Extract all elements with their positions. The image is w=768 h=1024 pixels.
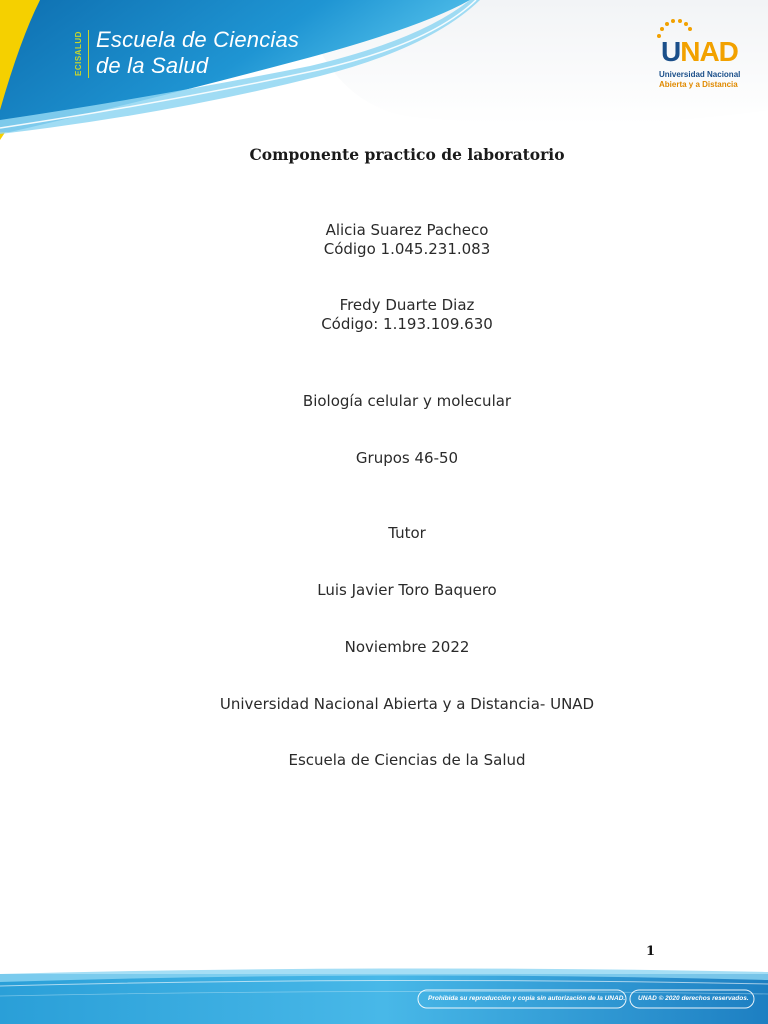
unad-logo [655, 18, 745, 90]
school-brand-line1: Escuela de Ciencias [96, 27, 300, 52]
page-number: 1 [646, 944, 656, 959]
footer-banner [0, 966, 768, 1024]
footer-copyright: UNAD © 2020 derechos reservados. [638, 995, 749, 1002]
tutor-label: Tutor [388, 524, 426, 542]
logo-tagline-1: Universidad Nacional [659, 70, 741, 79]
school-brand-name [96, 27, 299, 79]
footer-notice: Prohibida su reproducción y copia sin autorización de la UNAD. [428, 995, 626, 1002]
logo-wordmark [661, 36, 738, 68]
document-title: Componente practico de laboratorio [249, 145, 565, 164]
document-date: Noviembre 2022 [344, 638, 470, 656]
course-name: Biología celular y molecular [302, 392, 512, 410]
logo-word-u: U [661, 36, 681, 67]
brand-divider [88, 30, 89, 78]
group-number: Grupos 46-50 [355, 449, 459, 467]
school-brand-line2: de la Salud [96, 53, 209, 78]
school-name: Escuela de Ciencias de la Salud [288, 751, 526, 769]
brand-acronym: ECISALUD [74, 31, 83, 77]
logo-tagline-2: Abierta y a Distancia [659, 80, 738, 89]
logo-word-nad: NAD [680, 36, 738, 67]
university-name: Universidad Nacional Abierta y a Distancia- UNAD [219, 695, 595, 713]
tutor-name: Luis Javier Toro Baquero [317, 581, 497, 599]
author-1-name: Alicia Suarez Pacheco [325, 221, 489, 239]
author-2-name: Fredy Duarte Diaz [339, 296, 475, 314]
author-1-code: Código 1.045.231.083 [323, 240, 491, 258]
header-banner [0, 0, 768, 150]
author-2-code: Código: 1.193.109.630 [321, 315, 493, 333]
